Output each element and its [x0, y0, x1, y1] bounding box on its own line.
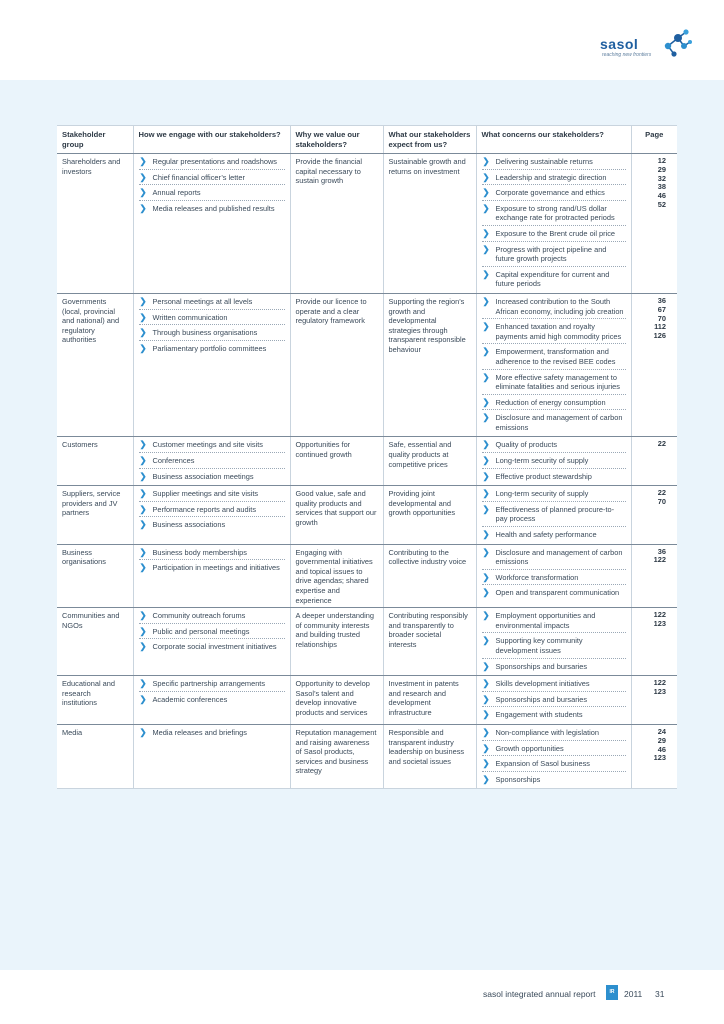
page-ref-cell: [631, 154, 677, 294]
list-item: [482, 611, 626, 633]
list-item: [482, 347, 626, 369]
chevron-right-icon: ❯: [139, 625, 147, 636]
column-header: What our stakeholders expect from us?: [383, 126, 476, 154]
list-item: [482, 398, 626, 411]
list-item-text: More effective safety management to eliminate fatalities and serious injuries: [495, 372, 620, 392]
value-cell: Engaging with governmental initiatives and topical issues to drive agendas; shared expertise and experience: [290, 544, 383, 608]
page-ref: 123: [653, 618, 666, 628]
page-ref: 52: [657, 199, 666, 209]
engagement-list: [139, 440, 285, 483]
report-year: 2011: [624, 989, 643, 999]
chevron-right-icon: ❯: [139, 678, 147, 689]
list-item: [482, 157, 626, 170]
list-item: [139, 440, 285, 453]
value-cell: Provide the financial capital necessary to sustain growth: [290, 154, 383, 294]
expectation-cell: Safe, essential and quality products at competitive prices: [383, 437, 476, 486]
chevron-right-icon: ❯: [139, 726, 147, 737]
page-ref: 38: [657, 182, 666, 192]
chevron-right-icon: ❯: [139, 562, 147, 573]
engagement-list: [139, 611, 285, 654]
list-item: [139, 313, 285, 326]
list-item: [482, 759, 626, 772]
page-ref: 36: [657, 295, 666, 305]
list-item-text: Conferences: [152, 456, 195, 466]
chevron-right-icon: ❯: [482, 635, 490, 646]
list-item: [139, 173, 285, 186]
concerns-cell: [476, 154, 631, 294]
page-ref: 123: [653, 686, 666, 696]
list-item: [482, 695, 626, 708]
list-item-text: Participation in meetings and initiatives: [152, 563, 280, 573]
list-item-text: Delivering sustainable returns: [495, 157, 593, 166]
engagement-cell: [133, 608, 290, 676]
page-ref: 122: [653, 610, 666, 620]
page-ref: 70: [657, 313, 666, 323]
stakeholder-group-cell: Governments (local, provincial and national) and regulatory authorities: [57, 293, 133, 437]
list-item: [482, 489, 626, 502]
chevron-right-icon: ❯: [139, 610, 147, 621]
table-row: [57, 724, 677, 788]
chevron-right-icon: ❯: [482, 529, 490, 540]
expectation-cell: Responsible and transparent industry leadership on business and societal issues: [383, 724, 476, 788]
expectation-cell: Contributing responsibly and transparently to broader societal interests: [383, 608, 476, 676]
chevron-right-icon: ❯: [482, 439, 490, 450]
list-item: [139, 520, 285, 532]
list-item: [139, 204, 285, 216]
table-row: [57, 608, 677, 676]
list-item: [482, 573, 626, 586]
list-item: [482, 245, 626, 267]
list-item-text: Expansion of Sasol business: [495, 759, 590, 769]
chevron-right-icon: ❯: [139, 156, 147, 166]
list-item: [139, 679, 285, 692]
list-item-text: Sponsorships and bursaries: [495, 661, 588, 671]
stakeholder-group-cell: Media: [57, 724, 133, 788]
list-item: [482, 322, 626, 344]
column-header: Page: [631, 126, 677, 154]
list-item: [139, 489, 285, 502]
page-footer: [0, 985, 724, 1005]
chevron-right-icon: ❯: [139, 519, 147, 530]
page-ref: 22: [657, 439, 666, 449]
list-item: [139, 695, 285, 707]
page-ref: 122: [653, 555, 666, 565]
page-ref-cell: [631, 544, 677, 608]
concerns-list: [482, 440, 626, 483]
list-item: [482, 588, 626, 600]
concerns-list: [482, 611, 626, 673]
chevron-right-icon: ❯: [139, 546, 147, 557]
list-item: [482, 456, 626, 469]
list-item: [139, 728, 285, 740]
list-item-text: Performance reports and audits: [152, 504, 257, 514]
engagement-cell: [133, 544, 290, 608]
list-item: [139, 548, 285, 561]
list-item-text: Disclosure and management of carbon emissions: [495, 413, 623, 432]
engagement-list: [139, 489, 285, 532]
list-item: [482, 744, 626, 757]
chevron-right-icon: ❯: [482, 709, 490, 720]
ir-badge-icon: IR: [606, 985, 618, 1000]
chevron-right-icon: ❯: [482, 758, 490, 769]
chevron-right-icon: ❯: [482, 546, 490, 557]
stakeholder-group-cell: Educational and research institutions: [57, 676, 133, 725]
page-ref-cell: [631, 724, 677, 788]
chevron-right-icon: ❯: [139, 641, 147, 652]
list-item: [139, 157, 285, 170]
stakeholder-group-cell: Business organisations: [57, 544, 133, 608]
chevron-right-icon: ❯: [482, 503, 490, 514]
engagement-list: [139, 157, 285, 215]
page-ref: 70: [657, 497, 666, 507]
list-item: [482, 472, 626, 484]
page-ref: 46: [657, 744, 666, 754]
logo-wordmark: sasol: [600, 36, 639, 52]
list-item: [139, 505, 285, 518]
engagement-list: [139, 548, 285, 575]
list-item: [482, 710, 626, 722]
stakeholder-group-cell: Customers: [57, 437, 133, 486]
list-item: [482, 662, 626, 674]
list-item-text: Effectiveness of planned procure-to-pay process: [495, 504, 615, 524]
stakeholder-group-cell: Shareholders and investors: [57, 154, 133, 294]
value-cell: Reputation management and raising awareness of Sasol products, services and business strategy: [290, 724, 383, 788]
stakeholder-group-cell: Suppliers, service providers and JV partners: [57, 486, 133, 544]
chevron-right-icon: ❯: [139, 295, 147, 306]
value-cell: Good value, safe and quality products and services that support our growth: [290, 486, 383, 544]
chevron-right-icon: ❯: [482, 488, 490, 499]
list-item: [482, 373, 626, 395]
chevron-right-icon: ❯: [139, 187, 147, 198]
page-ref: 36: [657, 546, 666, 556]
list-item-text: Sponsorships: [495, 774, 541, 784]
list-item-text: Business body memberships: [152, 547, 247, 557]
table-row: [57, 437, 677, 486]
list-item-text: Capital expenditure for current and future periods: [495, 269, 610, 289]
list-item-text: Health and safety performance: [495, 530, 597, 540]
engagement-cell: [133, 486, 290, 544]
chevron-right-icon: ❯: [482, 571, 490, 582]
list-item-text: Progress with project pipeline and future growth projects: [495, 244, 607, 264]
page-ref: 112: [654, 322, 666, 332]
chevron-right-icon: ❯: [482, 371, 490, 382]
chevron-right-icon: ❯: [482, 268, 490, 279]
page-ref: 22: [657, 488, 666, 498]
list-item-text: Corporate governance and ethics: [495, 188, 605, 198]
chevron-right-icon: ❯: [482, 396, 490, 407]
expectation-cell: Supporting the region’s growth and developmental strategies through transparent responsible behaviour: [383, 293, 476, 437]
chevron-right-icon: ❯: [482, 321, 490, 332]
page-ref: 122: [653, 678, 666, 688]
list-item-text: Chief financial officer’s letter: [152, 172, 245, 182]
page-ref: 67: [657, 304, 666, 314]
list-item-text: Media releases and briefings: [152, 727, 247, 737]
expectation-cell: Contributing to the collective industry voice: [383, 544, 476, 608]
page-ref: 46: [657, 191, 666, 201]
page-number: 31: [655, 989, 665, 999]
column-header: Stakeholder group: [57, 126, 133, 154]
list-item: [139, 344, 285, 356]
chevron-right-icon: ❯: [139, 503, 147, 514]
expectation-cell: Sustainable growth and returns on investment: [383, 154, 476, 294]
concerns-list: [482, 489, 626, 541]
value-cell: Opportunities for continued growth: [290, 437, 383, 486]
page-ref: 126: [653, 331, 666, 341]
chevron-right-icon: ❯: [139, 342, 147, 353]
concerns-cell: [476, 486, 631, 544]
logo-tagline: reaching new frontiers: [602, 52, 652, 58]
chevron-right-icon: ❯: [139, 202, 147, 213]
chevron-right-icon: ❯: [139, 455, 147, 466]
list-item-text: Through business organisations: [152, 328, 258, 338]
page-ref-cell: [631, 486, 677, 544]
column-header: Why we value our stakeholders?: [290, 126, 383, 154]
list-item-text: Annual reports: [152, 188, 201, 198]
list-item-text: Growth opportunities: [495, 743, 564, 753]
expectation-cell: Providing joint developmental and growth opportunities: [383, 486, 476, 544]
table-row: [57, 544, 677, 608]
table-row: [57, 486, 677, 544]
list-item: [482, 530, 626, 542]
page-ref-cell: [631, 437, 677, 486]
list-item-text: Exposure to the Brent crude oil price: [495, 228, 616, 238]
chevron-right-icon: ❯: [482, 773, 490, 784]
list-item: [482, 173, 626, 186]
chevron-right-icon: ❯: [139, 311, 147, 322]
page-ref: 29: [657, 164, 666, 174]
chevron-right-icon: ❯: [482, 470, 490, 481]
list-item-text: Employment opportunities and environmental impacts: [495, 611, 596, 630]
list-item-text: Non-compliance with legislation: [495, 727, 600, 737]
chevron-right-icon: ❯: [139, 439, 147, 450]
chevron-right-icon: ❯: [482, 243, 490, 254]
chevron-right-icon: ❯: [482, 295, 490, 306]
engagement-cell: [133, 437, 290, 486]
engagement-cell: [133, 154, 290, 294]
list-item: [482, 204, 626, 226]
chevron-right-icon: ❯: [482, 678, 490, 689]
list-item-text: Parliamentary portfolio committees: [152, 343, 267, 353]
list-item-text: Skills development initiatives: [495, 679, 590, 689]
list-item: [139, 297, 285, 310]
list-item-text: Disclosure and management of carbon emissions: [495, 547, 623, 567]
list-item: [139, 328, 285, 341]
value-cell: Opportunity to develop Sasol’s talent and develop innovative products and services: [290, 676, 383, 725]
chevron-right-icon: ❯: [482, 346, 490, 357]
chevron-right-icon: ❯: [482, 156, 490, 166]
chevron-right-icon: ❯: [139, 171, 147, 182]
concerns-list: [482, 157, 626, 291]
concerns-list: [482, 728, 626, 786]
list-item-text: Reduction of energy consumption: [495, 397, 606, 407]
value-cell: A deeper understanding of community interests and building trusted relationships: [290, 608, 383, 676]
list-item-text: Regular presentations and roadshows: [152, 157, 277, 166]
column-header: What concerns our stakeholders?: [476, 126, 631, 154]
chevron-right-icon: ❯: [482, 171, 490, 182]
concerns-cell: [476, 608, 631, 676]
list-item: [482, 229, 626, 242]
list-item-text: Sponsorships and bursaries: [495, 694, 588, 704]
chevron-right-icon: ❯: [139, 327, 147, 338]
list-item-text: Enhanced taxation and royalty payments amid high commodity prices: [495, 322, 622, 341]
chevron-right-icon: ❯: [482, 742, 490, 753]
column-header: How we engage with our stakeholders?: [133, 126, 290, 154]
table-header-row: [57, 126, 677, 154]
page-ref-cell: [631, 293, 677, 437]
expectation-cell: Investment in patents and research and development infrastructure: [383, 676, 476, 725]
page-ref: 29: [657, 735, 666, 745]
list-item: [482, 505, 626, 527]
list-item: [139, 188, 285, 201]
chevron-right-icon: ❯: [482, 412, 490, 423]
list-item-text: Community outreach forums: [152, 611, 246, 621]
page-ref: 12: [657, 156, 666, 165]
list-item: [139, 456, 285, 469]
page-ref-cell: [631, 676, 677, 725]
table-row: [57, 154, 677, 294]
list-item: [482, 679, 626, 692]
concerns-cell: [476, 724, 631, 788]
page-ref-cell: [631, 608, 677, 676]
list-item: [139, 627, 285, 640]
page-ref: 123: [653, 753, 666, 763]
list-item-text: Specific partnership arrangements: [152, 679, 266, 689]
list-item-text: Business associations: [152, 520, 226, 530]
chevron-right-icon: ❯: [482, 693, 490, 704]
list-item-text: Public and personal meetings: [152, 626, 250, 636]
engagement-cell: [133, 293, 290, 437]
engagement-cell: [133, 724, 290, 788]
engagement-list: [139, 297, 285, 355]
chevron-right-icon: ❯: [482, 660, 490, 671]
list-item-text: Written communication: [152, 312, 228, 322]
list-item: [482, 440, 626, 453]
list-item-text: Business association meetings: [152, 471, 254, 481]
list-item: [482, 548, 626, 570]
report-title: sasol integrated annual report: [483, 989, 596, 999]
list-item-text: Exposure to strong rand/US dollar exchange rate for protracted periods: [495, 203, 615, 223]
chevron-right-icon: ❯: [139, 488, 147, 499]
list-item-text: Corporate social investment initiatives: [152, 642, 277, 652]
concerns-list: [482, 679, 626, 722]
concerns-cell: [476, 676, 631, 725]
chevron-right-icon: ❯: [139, 693, 147, 704]
stakeholder-group-cell: Communities and NGOs: [57, 608, 133, 676]
list-item-text: Empowerment, transformation and adherence to the revised BEE codes: [495, 347, 616, 366]
list-item-text: Open and transparent communication: [495, 588, 620, 598]
list-item-text: Increased contribution to the South African economy, including job creation: [495, 296, 624, 316]
list-item: [139, 472, 285, 484]
list-item-text: Academic conferences: [152, 694, 228, 704]
list-item-text: Supplier meetings and site visits: [152, 489, 259, 499]
concerns-cell: [476, 437, 631, 486]
list-item: [482, 728, 626, 741]
list-item-text: Personal meetings at all levels: [152, 296, 253, 306]
chevron-right-icon: ❯: [482, 726, 490, 737]
list-item-text: Supporting key community development issues: [495, 636, 583, 655]
list-item-text: Effective product stewardship: [495, 471, 592, 481]
list-item-text: Workforce transformation: [495, 572, 579, 582]
chevron-right-icon: ❯: [482, 187, 490, 198]
list-item: [139, 642, 285, 654]
concerns-cell: [476, 544, 631, 608]
page-header: [0, 0, 724, 80]
table-row: [57, 293, 677, 437]
sasol-logo: [600, 30, 695, 70]
chevron-right-icon: ❯: [482, 455, 490, 466]
list-item: [482, 297, 626, 319]
engagement-cell: [133, 676, 290, 725]
list-item: [139, 611, 285, 624]
chevron-right-icon: ❯: [139, 470, 147, 481]
value-cell: Provide our licence to operate and a clear regulatory framework: [290, 293, 383, 437]
page-ref: 24: [657, 726, 666, 736]
list-item: [482, 188, 626, 201]
list-item-text: Media releases and published results: [152, 203, 275, 213]
list-item: [482, 636, 626, 658]
chevron-right-icon: ❯: [482, 227, 490, 238]
table-row: [57, 676, 677, 725]
chevron-right-icon: ❯: [482, 610, 490, 621]
concerns-list: [482, 297, 626, 435]
concerns-cell: [476, 293, 631, 437]
concerns-list: [482, 548, 626, 600]
list-item: [482, 775, 626, 787]
list-item-text: Long-term security of supply: [495, 489, 589, 499]
list-item: [482, 270, 626, 291]
list-item-text: Leadership and strategic direction: [495, 172, 607, 182]
molecule-icon: [658, 26, 694, 62]
list-item-text: Long-term security of supply: [495, 456, 589, 466]
list-item: [139, 563, 285, 575]
list-item-text: Quality of products: [495, 440, 558, 450]
list-item: [482, 413, 626, 434]
stakeholder-table: [57, 125, 677, 789]
engagement-list: [139, 728, 285, 740]
chevron-right-icon: ❯: [482, 587, 490, 598]
list-item-text: Customer meetings and site visits: [152, 440, 263, 450]
page-ref: 32: [657, 173, 666, 183]
engagement-list: [139, 679, 285, 706]
list-item-text: Engagement with students: [495, 710, 583, 720]
chevron-right-icon: ❯: [482, 202, 490, 213]
